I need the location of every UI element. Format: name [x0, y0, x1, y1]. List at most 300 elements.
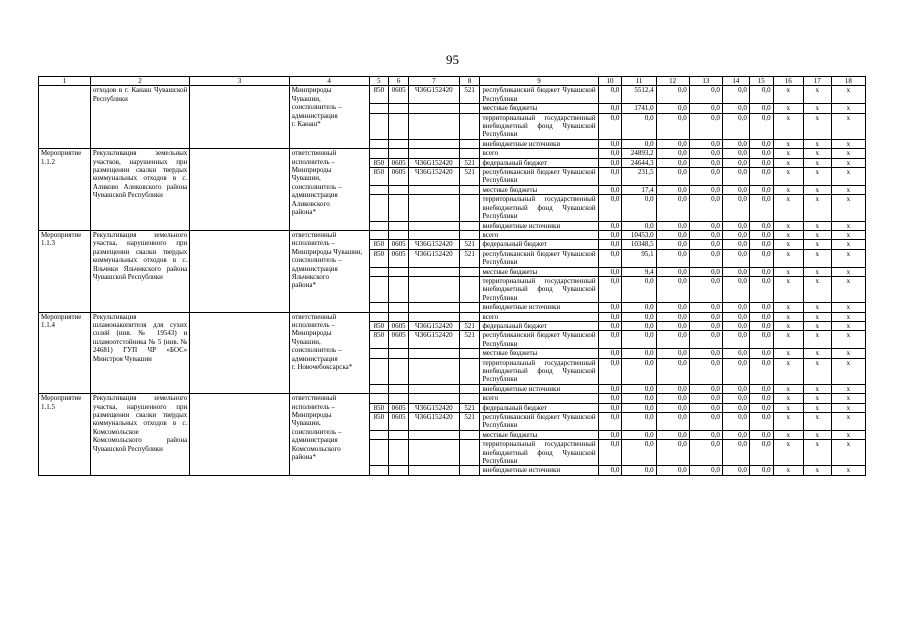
code-section-cell — [389, 466, 409, 475]
x-mark-cell: х — [803, 440, 831, 466]
amount-cell: 0,0 — [656, 403, 689, 412]
amount-cell: 0,0 — [598, 358, 622, 384]
code-target-cell — [408, 303, 459, 312]
event-name-cell: отходов в г. Канаш Чувашской Республики — [90, 86, 189, 149]
header-cell: 16 — [773, 77, 803, 86]
code-grbs-cell — [369, 113, 389, 139]
amount-cell: 0,0 — [622, 331, 656, 349]
amount-cell: 0,0 — [598, 158, 622, 167]
code-section-cell — [389, 139, 409, 148]
code-section-cell: 0605 — [389, 86, 409, 104]
funding-source-cell: местные бюджеты — [480, 430, 598, 439]
amount-cell: 0,0 — [689, 86, 722, 104]
code-vr-cell — [459, 440, 480, 466]
amount-cell: 0,0 — [749, 403, 773, 412]
code-section-cell — [389, 149, 409, 158]
amount-cell: 0,0 — [656, 413, 689, 431]
amount-cell: 0,0 — [656, 349, 689, 358]
code-vr-cell: 521 — [459, 158, 480, 167]
amount-cell: 0,0 — [656, 230, 689, 239]
code-target-cell — [408, 440, 459, 466]
code-vr-cell: 521 — [459, 168, 480, 186]
amount-cell: 0,0 — [749, 158, 773, 167]
amount-cell: 0,0 — [722, 168, 749, 186]
amount-cell: 0,0 — [722, 394, 749, 403]
event-number-cell: Мероприятие 1.1.3 — [39, 230, 91, 312]
amount-cell: 0,0 — [656, 249, 689, 267]
code-target-cell — [408, 104, 459, 113]
amount-cell: 0,0 — [598, 113, 622, 139]
code-vr-cell — [459, 221, 480, 230]
event-col3-cell — [190, 149, 289, 231]
amount-cell: 0,0 — [622, 276, 656, 302]
amount-cell: 0,0 — [622, 349, 656, 358]
amount-cell: 0,0 — [722, 185, 749, 194]
amount-cell: 0,0 — [598, 104, 622, 113]
event-number-cell — [39, 86, 91, 149]
code-grbs-cell: 850 — [369, 158, 389, 167]
amount-cell: 0,0 — [598, 413, 622, 431]
funding-source-cell: всего — [480, 312, 598, 321]
funding-source-cell: всего — [480, 394, 598, 403]
code-vr-cell: 521 — [459, 413, 480, 431]
header-cell: 2 — [90, 77, 189, 86]
amount-cell: 0,0 — [749, 221, 773, 230]
code-vr-cell — [459, 195, 480, 221]
code-grbs-cell: 850 — [369, 168, 389, 186]
code-target-cell — [408, 394, 459, 403]
x-mark-cell: х — [773, 158, 803, 167]
amount-cell: 0,0 — [722, 466, 749, 475]
x-mark-cell: х — [803, 104, 831, 113]
amount-cell: 0,0 — [656, 384, 689, 393]
table-row — [39, 86, 866, 104]
amount-cell: 0,0 — [749, 240, 773, 249]
amount-cell: 0,0 — [689, 185, 722, 194]
funding-source-cell: территориальный государственный внебюджетный фонд Чувашской Республики — [480, 195, 598, 221]
amount-cell: 0,0 — [622, 113, 656, 139]
code-section-cell: 0605 — [389, 168, 409, 186]
code-vr-cell — [459, 303, 480, 312]
amount-cell: 0,0 — [749, 276, 773, 302]
code-section-cell: 0605 — [389, 240, 409, 249]
amount-cell: 0,0 — [722, 430, 749, 439]
amount-cell: 0,0 — [598, 86, 622, 104]
code-grbs-cell — [369, 349, 389, 358]
x-mark-cell: х — [773, 230, 803, 239]
code-vr-cell — [459, 185, 480, 194]
x-mark-cell: х — [773, 168, 803, 186]
amount-cell: 0,0 — [722, 149, 749, 158]
amount-cell: 0,0 — [722, 158, 749, 167]
code-section-cell: 0605 — [389, 403, 409, 412]
header-cell: 13 — [689, 77, 722, 86]
code-grbs-cell — [369, 394, 389, 403]
amount-cell: 0,0 — [749, 331, 773, 349]
amount-cell: 0,0 — [722, 440, 749, 466]
amount-cell: 0,0 — [622, 403, 656, 412]
code-target-cell — [408, 230, 459, 239]
funding-source-cell: местные бюджеты — [480, 267, 598, 276]
event-name-cell: Рекультивация земельного участка, нарушенного при размещении свалки твердых коммунальных отходов в с. Яльчики Яльчикского района Чувашской Республики — [90, 230, 189, 312]
code-target-cell: Ч36G152420 — [408, 249, 459, 267]
amount-cell: 0,0 — [749, 440, 773, 466]
x-mark-cell: х — [773, 249, 803, 267]
code-target-cell — [408, 430, 459, 439]
responsible-cell: ответственный исполнитель – Минприроды Чувашии, соисполнитель – администрация Яльчикского района* — [289, 230, 369, 312]
amount-cell: 0,0 — [722, 113, 749, 139]
amount-cell: 0,0 — [622, 440, 656, 466]
amount-cell: 0,0 — [722, 403, 749, 412]
amount-cell: 5512,4 — [622, 86, 656, 104]
code-section-cell — [389, 349, 409, 358]
amount-cell: 0,0 — [598, 149, 622, 158]
amount-cell: 0,0 — [622, 384, 656, 393]
amount-cell: 0,0 — [722, 303, 749, 312]
amount-cell: 0,0 — [598, 276, 622, 302]
amount-cell: 0,0 — [689, 249, 722, 267]
amount-cell: 0,0 — [722, 312, 749, 321]
x-mark-cell: х — [773, 321, 803, 330]
code-vr-cell — [459, 149, 480, 158]
amount-cell: 0,0 — [689, 358, 722, 384]
amount-cell: 0,0 — [689, 312, 722, 321]
amount-cell: 0,0 — [656, 303, 689, 312]
code-target-cell — [408, 349, 459, 358]
x-mark-cell: х — [831, 158, 865, 167]
code-grbs-cell: 850 — [369, 249, 389, 267]
funding-source-cell: федеральный бюджет — [480, 403, 598, 412]
x-mark-cell: х — [831, 394, 865, 403]
funding-table — [38, 76, 866, 476]
x-mark-cell: х — [803, 312, 831, 321]
code-section-cell: 0605 — [389, 158, 409, 167]
amount-cell: 0,0 — [598, 249, 622, 267]
funding-source-cell: республиканский бюджет Чувашской Республики — [480, 413, 598, 431]
code-section-cell — [389, 195, 409, 221]
amount-cell: 0,0 — [598, 303, 622, 312]
code-target-cell: Ч36G152420 — [408, 413, 459, 431]
amount-cell: 0,0 — [722, 249, 749, 267]
x-mark-cell: х — [831, 240, 865, 249]
event-name-cell: Рекультивация земельных участков, нарушенных при размещении свалки твердых коммунальных отходов в с. Аликово Аликовского района Чувашской Республики — [90, 149, 189, 231]
x-mark-cell: х — [803, 358, 831, 384]
x-mark-cell: х — [831, 303, 865, 312]
code-target-cell: Ч36G152420 — [408, 403, 459, 412]
x-mark-cell: х — [803, 168, 831, 186]
code-section-cell — [389, 312, 409, 321]
x-mark-cell: х — [773, 430, 803, 439]
x-mark-cell: х — [831, 221, 865, 230]
code-section-cell: 0605 — [389, 321, 409, 330]
code-grbs-cell — [369, 221, 389, 230]
amount-cell: 0,0 — [598, 221, 622, 230]
code-vr-cell — [459, 394, 480, 403]
header-cell: 7 — [408, 77, 459, 86]
amount-cell: 0,0 — [689, 158, 722, 167]
code-target-cell: Ч36G152420 — [408, 158, 459, 167]
code-grbs-cell — [369, 312, 389, 321]
x-mark-cell: х — [831, 249, 865, 267]
code-vr-cell — [459, 384, 480, 393]
code-section-cell: 0605 — [389, 413, 409, 431]
amount-cell: 0,0 — [622, 394, 656, 403]
header-cell: 14 — [722, 77, 749, 86]
amount-cell: 0,0 — [749, 312, 773, 321]
x-mark-cell: х — [773, 440, 803, 466]
amount-cell: 0,0 — [656, 240, 689, 249]
amount-cell: 231,5 — [622, 168, 656, 186]
header-cell: 12 — [656, 77, 689, 86]
x-mark-cell: х — [773, 267, 803, 276]
code-vr-cell — [459, 358, 480, 384]
header-cell: 17 — [803, 77, 831, 86]
code-section-cell: 0605 — [389, 249, 409, 267]
x-mark-cell: х — [803, 113, 831, 139]
amount-cell: 0,0 — [598, 331, 622, 349]
code-vr-cell: 521 — [459, 240, 480, 249]
amount-cell: 0,0 — [656, 104, 689, 113]
x-mark-cell: х — [773, 240, 803, 249]
amount-cell: 0,0 — [749, 139, 773, 148]
code-grbs-cell — [369, 104, 389, 113]
x-mark-cell: х — [803, 321, 831, 330]
x-mark-cell: х — [831, 349, 865, 358]
code-target-cell — [408, 312, 459, 321]
code-grbs-cell: 850 — [369, 321, 389, 330]
code-section-cell — [389, 185, 409, 194]
amount-cell: 95,1 — [622, 249, 656, 267]
amount-cell: 0,0 — [598, 195, 622, 221]
funding-source-cell: территориальный государственный внебюджетный фонд Чувашской Республики — [480, 440, 598, 466]
code-target-cell: Ч36G152420 — [408, 168, 459, 186]
amount-cell: 0,0 — [749, 149, 773, 158]
x-mark-cell: х — [831, 403, 865, 412]
table-row — [39, 230, 866, 239]
funding-source-cell: федеральный бюджет — [480, 321, 598, 330]
code-target-cell: Ч36G152420 — [408, 86, 459, 104]
amount-cell: 0,0 — [689, 230, 722, 239]
x-mark-cell: х — [803, 185, 831, 194]
code-section-cell — [389, 267, 409, 276]
amount-cell: 0,0 — [749, 249, 773, 267]
amount-cell: 1741,0 — [622, 104, 656, 113]
x-mark-cell: х — [831, 168, 865, 186]
x-mark-cell: х — [773, 349, 803, 358]
amount-cell: 0,0 — [656, 149, 689, 158]
x-mark-cell: х — [803, 267, 831, 276]
funding-source-cell: республиканский бюджет Чувашской Республики — [480, 249, 598, 267]
funding-source-cell: республиканский бюджет Чувашской Республики — [480, 168, 598, 186]
x-mark-cell: х — [773, 312, 803, 321]
funding-source-cell: местные бюджеты — [480, 104, 598, 113]
code-vr-cell — [459, 466, 480, 475]
code-grbs-cell — [369, 267, 389, 276]
x-mark-cell: х — [803, 158, 831, 167]
code-grbs-cell: 850 — [369, 331, 389, 349]
x-mark-cell: х — [773, 331, 803, 349]
x-mark-cell: х — [831, 104, 865, 113]
amount-cell: 0,0 — [656, 158, 689, 167]
code-target-cell — [408, 221, 459, 230]
amount-cell: 0,0 — [598, 267, 622, 276]
header-cell: 11 — [622, 77, 656, 86]
x-mark-cell: х — [803, 240, 831, 249]
amount-cell: 0,0 — [722, 86, 749, 104]
amount-cell: 0,0 — [656, 358, 689, 384]
amount-cell: 0,0 — [689, 413, 722, 431]
amount-cell: 9,4 — [622, 267, 656, 276]
x-mark-cell: х — [803, 249, 831, 267]
amount-cell: 0,0 — [749, 430, 773, 439]
x-mark-cell: х — [773, 466, 803, 475]
amount-cell: 0,0 — [722, 221, 749, 230]
amount-cell: 0,0 — [656, 113, 689, 139]
amount-cell: 0,0 — [722, 349, 749, 358]
amount-cell: 0,0 — [622, 221, 656, 230]
code-grbs-cell — [369, 185, 389, 194]
amount-cell: 0,0 — [722, 358, 749, 384]
header-cell: 5 — [369, 77, 389, 86]
funding-source-cell: внебюджетные источники — [480, 139, 598, 148]
funding-source-cell: федеральный бюджет — [480, 240, 598, 249]
amount-cell: 0,0 — [622, 358, 656, 384]
x-mark-cell: х — [803, 195, 831, 221]
code-target-cell — [408, 384, 459, 393]
code-section-cell — [389, 303, 409, 312]
funding-source-cell: республиканский бюджет Чувашской Республики — [480, 331, 598, 349]
event-col3-cell — [190, 86, 289, 149]
amount-cell: 0,0 — [749, 303, 773, 312]
x-mark-cell: х — [831, 466, 865, 475]
x-mark-cell: х — [831, 384, 865, 393]
x-mark-cell: х — [773, 303, 803, 312]
funding-source-cell: территориальный государственный внебюджетный фонд Чувашской Республики — [480, 358, 598, 384]
code-section-cell — [389, 394, 409, 403]
x-mark-cell: х — [773, 394, 803, 403]
amount-cell: 0,0 — [622, 303, 656, 312]
amount-cell: 0,0 — [689, 403, 722, 412]
amount-cell: 0,0 — [689, 331, 722, 349]
event-name-cell: Рекультивация шламонакопителя для сухих солей (инв. № 19543) и шламоотстойника № 5 (инв. № 24681) ГУП ЧР «БОС» Минстроя Чувашии — [90, 312, 189, 394]
code-grbs-cell — [369, 139, 389, 148]
funding-source-cell: местные бюджеты — [480, 349, 598, 358]
amount-cell: 0,0 — [622, 312, 656, 321]
code-section-cell — [389, 358, 409, 384]
x-mark-cell: х — [831, 267, 865, 276]
x-mark-cell: х — [773, 149, 803, 158]
amount-cell: 0,0 — [689, 440, 722, 466]
x-mark-cell: х — [773, 86, 803, 104]
x-mark-cell: х — [803, 430, 831, 439]
x-mark-cell: х — [803, 403, 831, 412]
amount-cell: 24893,2 — [622, 149, 656, 158]
code-vr-cell — [459, 267, 480, 276]
code-vr-cell: 521 — [459, 249, 480, 267]
x-mark-cell: х — [773, 139, 803, 148]
amount-cell: 0,0 — [656, 168, 689, 186]
amount-cell: 0,0 — [722, 384, 749, 393]
amount-cell: 0,0 — [722, 139, 749, 148]
x-mark-cell: х — [773, 113, 803, 139]
code-vr-cell: 521 — [459, 331, 480, 349]
amount-cell: 0,0 — [749, 185, 773, 194]
amount-cell: 0,0 — [689, 267, 722, 276]
funding-source-cell: внебюджетные источники — [480, 303, 598, 312]
amount-cell: 0,0 — [598, 230, 622, 239]
code-target-cell — [408, 139, 459, 148]
amount-cell: 0,0 — [622, 139, 656, 148]
funding-source-cell: территориальный государственный внебюджетный фонд Чувашской Республики — [480, 276, 598, 302]
funding-source-cell: территориальный государственный внебюджетный фонд Чувашской Республики — [480, 113, 598, 139]
x-mark-cell: х — [773, 403, 803, 412]
x-mark-cell: х — [803, 149, 831, 158]
amount-cell: 0,0 — [689, 240, 722, 249]
amount-cell: 0,0 — [689, 394, 722, 403]
amount-cell: 0,0 — [749, 466, 773, 475]
amount-cell: 0,0 — [689, 466, 722, 475]
amount-cell: 0,0 — [598, 403, 622, 412]
code-section-cell — [389, 276, 409, 302]
funding-source-cell: местные бюджеты — [480, 185, 598, 194]
event-number-cell: Мероприятие 1.1.5 — [39, 394, 91, 476]
code-vr-cell — [459, 276, 480, 302]
amount-cell: 0,0 — [598, 240, 622, 249]
code-section-cell — [389, 440, 409, 466]
code-target-cell: Ч36G152420 — [408, 321, 459, 330]
code-section-cell — [389, 230, 409, 239]
amount-cell: 0,0 — [722, 240, 749, 249]
table-row — [39, 149, 866, 158]
x-mark-cell: х — [773, 104, 803, 113]
amount-cell: 0,0 — [598, 312, 622, 321]
header-cell: 18 — [831, 77, 865, 86]
amount-cell: 0,0 — [749, 267, 773, 276]
x-mark-cell: х — [803, 86, 831, 104]
code-vr-cell — [459, 312, 480, 321]
code-grbs-cell — [369, 276, 389, 302]
amount-cell: 0,0 — [656, 185, 689, 194]
x-mark-cell: х — [773, 413, 803, 431]
x-mark-cell: х — [831, 230, 865, 239]
amount-cell: 0,0 — [598, 394, 622, 403]
code-vr-cell — [459, 139, 480, 148]
code-target-cell: Ч36G152420 — [408, 240, 459, 249]
amount-cell: 0,0 — [689, 321, 722, 330]
amount-cell: 0,0 — [689, 149, 722, 158]
amount-cell: 0,0 — [722, 195, 749, 221]
code-vr-cell — [459, 349, 480, 358]
amount-cell: 0,0 — [722, 267, 749, 276]
amount-cell: 0,0 — [722, 104, 749, 113]
amount-cell: 0,0 — [689, 276, 722, 302]
event-col3-cell — [190, 230, 289, 312]
code-grbs-cell — [369, 466, 389, 475]
table-row — [39, 312, 866, 321]
header-cell: 10 — [598, 77, 622, 86]
code-target-cell: Ч36G152420 — [408, 331, 459, 349]
amount-cell: 0,0 — [656, 195, 689, 221]
x-mark-cell: х — [831, 195, 865, 221]
responsible-cell: ответственный исполнитель – Минприроды Чувашии, соисполнитель – администрация Комсомольского района* — [289, 394, 369, 476]
amount-cell: 0,0 — [749, 104, 773, 113]
x-mark-cell: х — [831, 276, 865, 302]
amount-cell: 0,0 — [689, 430, 722, 439]
amount-cell: 24644,3 — [622, 158, 656, 167]
responsible-cell: ответственный исполнитель – Минприроды Чувашии, соисполнитель – администрация г. Новочебоксарска* — [289, 312, 369, 394]
amount-cell: 0,0 — [656, 86, 689, 104]
x-mark-cell: х — [831, 312, 865, 321]
